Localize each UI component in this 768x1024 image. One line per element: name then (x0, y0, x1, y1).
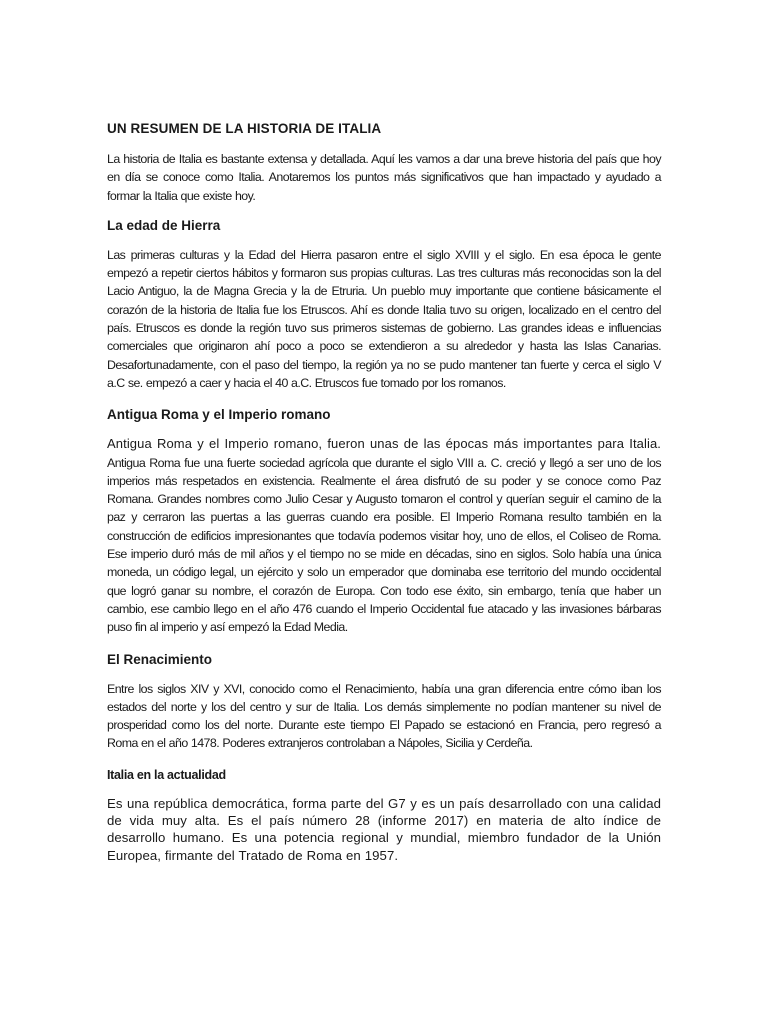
section-heading-present-day: Italia en la actualidad (107, 767, 226, 782)
section-heading-ancient-rome: Antigua Roma y el Imperio romano (107, 407, 331, 423)
section-body-renaissance: Entre los siglos XIV y XVI, conocido como el Renacimiento, había una gran diferencia entre cómo iban los estados del norte y los del centro y sur de Italia. Los demás simplemente no podían mantener su nivel de prosperidad como los del norte. Durante este tiempo El Papado se estacionó en Francia, pero regresó a Roma en el año 1478. Poderes extranjeros controlaban a Nápoles, Sicilia y Cerdeña. (107, 681, 661, 751)
intro-paragraph: La historia de Italia es bastante extensa y detallada. Aquí les vamos a dar una breve historia del país que hoy en día se conoce como Italia. Anotaremos los puntos más significativos que han impactado y ayudado a formar la Italia que existe hoy. (107, 152, 661, 203)
document-page (107, 121, 661, 879)
section-body-iron-age: Las primeras culturas y la Edad del Hierra pasaron entre el siglo XVIII y el siglo. En esa época le gente empezó a repetir ciertos hábitos y formaron sus propias culturas. Las tres culturas más reconocidas son la del Lacio Antiguo, la de Magna Grecia y la de Etruria. Un pueblo muy importante que contiene básicamente el corazón de la historia de Italia fue los Etruscos. Ahí es donde Italia tuvo su origen, localizado en el centro del país. Etruscos es donde la región tuvo sus primeros sistemas de gobierno. Las grandes ideas e influencias comerciales que originaron ahí poco a poco se extendieron a su alrededor y hasta las Islas Canarias. Desafortunadamente, con el paso del tiempo, la región ya no se pudo mantener tan fuerte y cerca el siglo V a.C se. empezó a caer y hacia el 40 a.C. Etruscos fue tomado por los romanos. (107, 247, 661, 390)
section-heading-renaissance: El Renacimiento (107, 651, 213, 667)
section-lead-in-ancient-rome: Antigua Roma y el Imperio romano, fueron unas de las épocas más importantes para Italia. (107, 436, 661, 452)
section-text-ancient-rome: Antigua Roma fue una fuerte sociedad agrícola que durante el siglo VIII a. C. creció y llegó a ser uno de los imperios más respetados en existencia. Realmente el área disfrutó de su poder y se conoce como Paz Romana. Grandes nombres como Julio Cesar y Augusto tomaron el control y querían seguir el camino de la paz y cerraron las puertas a las guerras cuando era posible. El Imperio Romana resulto también en la construcción de edificios impresionantes que todavía podemos visitar hoy, uno de ellos, el Coliseo de Roma. Ese imperio duró más de mil años y el tiempo no se mide en décadas, sino en siglos. Solo había una única moneda, un código legal, un ejército y solo un emperador que dominaba ese territorio del mundo occidental que logró ganar su nombre, el corazón de Europa. Con todo ese éxito, sin embargo, tenía que haber un cambio, ese cambio llego en el año 476 cuando el Imperio Occidental fue atacado y las invasiones bárbaras puso fin al imperio y así empezó la Edad Media. (107, 455, 661, 635)
section-body-ancient-rome (107, 435, 661, 636)
document-title: UN RESUMEN DE LA HISTORIA DE ITALIA (107, 121, 382, 136)
section-body-present-day: Es una república democrática, forma parte del G7 y es un país desarrollado con una calidad de vida muy alta. Es el país número 28 (informe 2017) en materia de alto índice de desarrollo humano. Es una potencia regional y mundial, miembro fundador de la Unión Europea, firmante del Tratado de Roma en 1957. (107, 795, 661, 863)
section-heading-iron-age: La edad de Hierra (107, 217, 221, 233)
